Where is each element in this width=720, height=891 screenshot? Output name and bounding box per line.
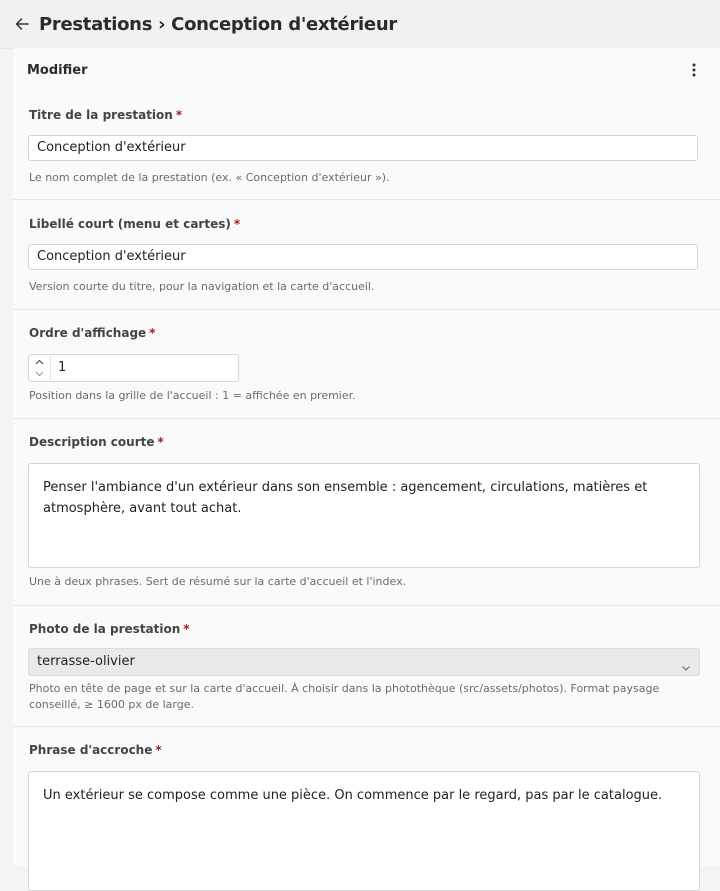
stepper-controls — [29, 355, 51, 381]
tagline-textarea[interactable]: Un extérieur se compose comme une pièce. On commence par le regard, pas par le catalogue. — [28, 771, 700, 891]
photo-label-text: Photo de la prestation — [29, 622, 181, 636]
chevron-up-icon[interactable] — [33, 356, 46, 368]
photo-help: Photo en tête de page et sur la carte d'accueil. À choisir dans la photothèque (src/assets/photos). Format paysage conseillé, ≥ 1600 px de large. — [29, 682, 660, 711]
top-bar — [0, 0, 720, 49]
divider — [13, 418, 720, 419]
short-label-label-text: Libellé court (menu et cartes) — [29, 217, 231, 231]
short-description-help: Une à deux phrases. Sert de résumé sur la carte d'accueil et l'index. — [29, 575, 407, 588]
divider — [13, 605, 720, 606]
order-label — [29, 326, 155, 340]
short-label-label — [29, 217, 240, 231]
required-marker: * — [233, 217, 241, 231]
short-label-input[interactable] — [28, 244, 698, 270]
divider — [13, 309, 720, 310]
panel-title: Modifier — [27, 62, 88, 78]
required-marker: * — [149, 326, 156, 340]
required-marker: * — [175, 108, 183, 122]
required-marker: * — [155, 743, 162, 757]
order-value[interactable]: 1 — [58, 360, 67, 375]
order-label-text: Ordre d'affichage — [29, 326, 147, 340]
chevron-down-icon[interactable] — [33, 368, 46, 380]
panel-header — [13, 48, 720, 92]
more-vertical-icon[interactable] — [684, 60, 704, 80]
divider — [13, 726, 720, 727]
short-description-label-text: Description courte — [29, 435, 155, 449]
title-help: Le nom complet de la prestation (ex. « Conception d'extérieur »). — [29, 171, 390, 184]
breadcrumb: Prestations › Conception d'extérieur — [39, 13, 397, 35]
tagline-label — [29, 743, 162, 757]
order-stepper[interactable] — [28, 354, 239, 382]
edit-panel — [13, 48, 720, 866]
short-description-textarea[interactable]: Penser l'ambiance d'un extérieur dans son ensemble : agencement, circulations, matières et atmosphère, avant tout achat. — [28, 463, 700, 568]
photo-select[interactable] — [28, 648, 700, 676]
short-description-label — [29, 435, 164, 449]
divider — [13, 199, 720, 200]
title-label-text: Titre de la prestation — [29, 108, 173, 122]
required-marker: * — [157, 435, 164, 449]
required-marker: * — [183, 622, 190, 636]
title-label — [29, 108, 182, 122]
photo-select-value: terrasse-olivier — [37, 654, 135, 669]
photo-label — [29, 622, 190, 636]
title-input[interactable] — [28, 135, 698, 161]
short-label-help: Version courte du titre, pour la navigation et la carte d'accueil. — [29, 280, 375, 293]
tagline-label-text: Phrase d'accroche — [29, 743, 153, 757]
order-help: Position dans la grille de l'accueil : 1 = affichée en premier. — [29, 389, 356, 402]
chevron-down-icon — [681, 657, 691, 667]
arrow-left-icon[interactable] — [14, 16, 30, 32]
